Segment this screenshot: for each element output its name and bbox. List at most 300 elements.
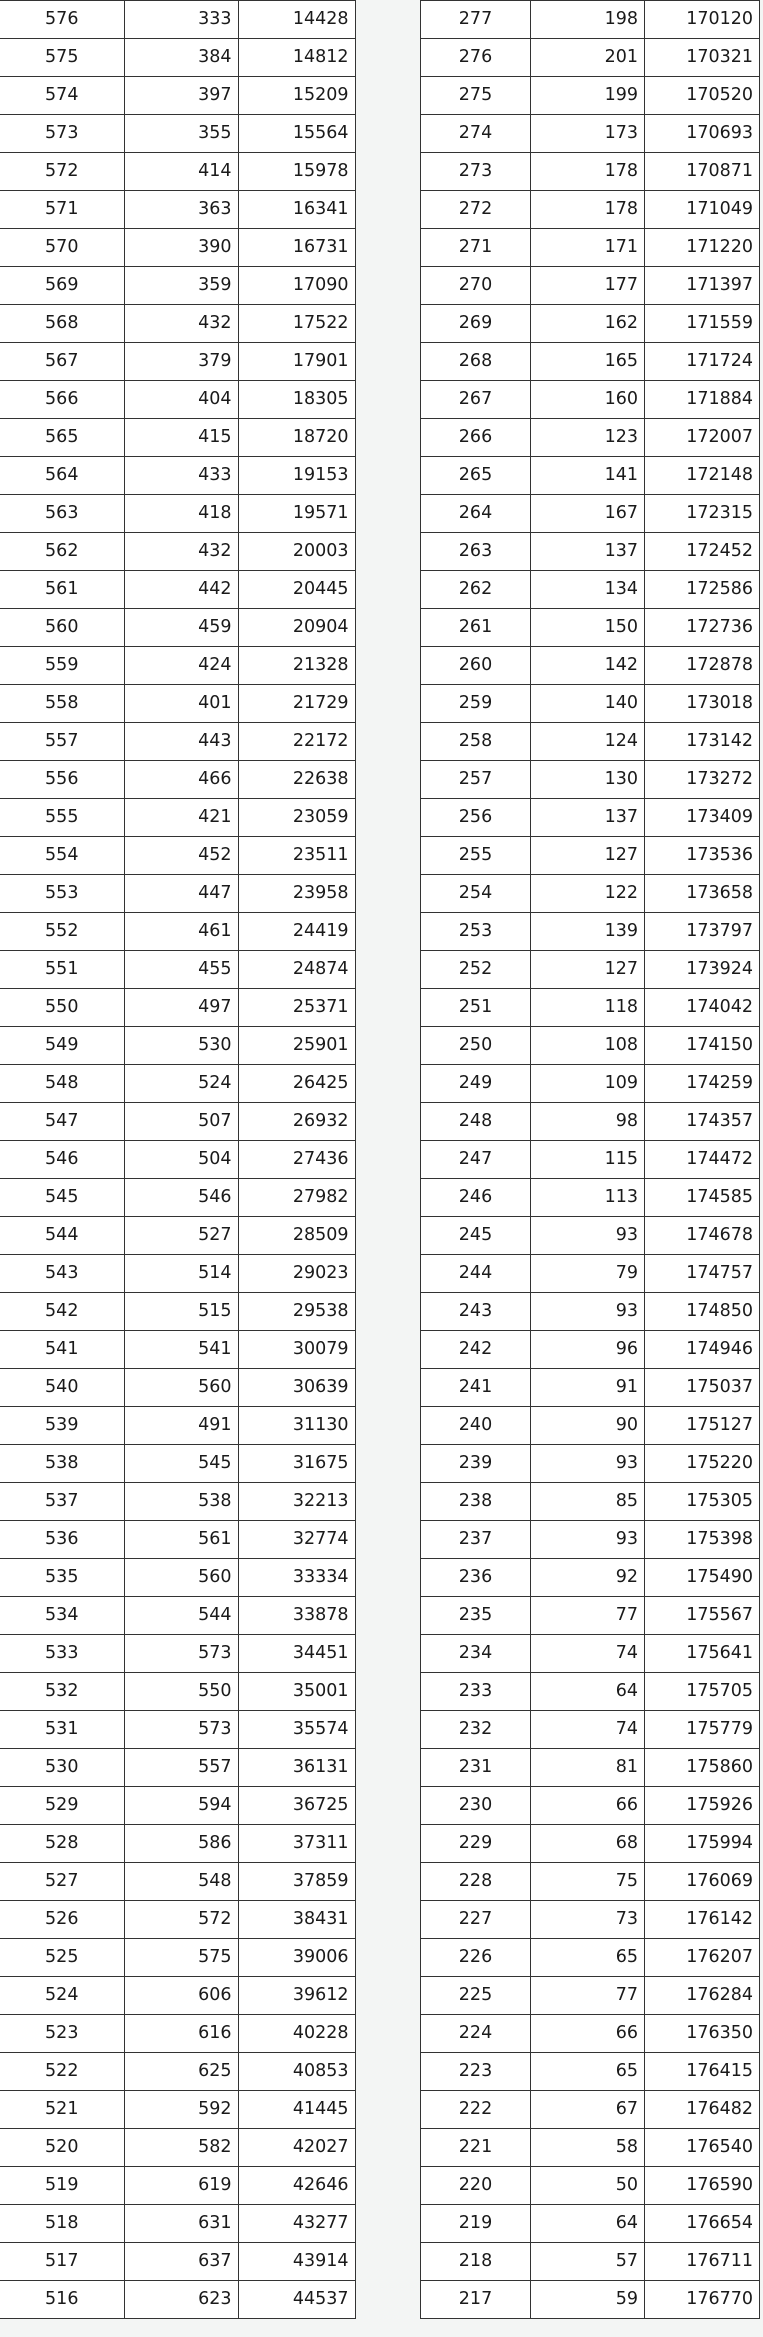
table-row xyxy=(421,989,760,1027)
table-row xyxy=(421,495,760,533)
cumulative-cell: 171559 xyxy=(645,305,760,343)
score-cell: 545 xyxy=(0,1179,124,1217)
count-cell: 90 xyxy=(531,1407,645,1445)
table-row xyxy=(421,2243,760,2281)
cumulative-cell: 176350 xyxy=(645,2015,760,2053)
cumulative-cell: 175705 xyxy=(645,1673,760,1711)
count-cell: 461 xyxy=(124,913,238,951)
table-row xyxy=(421,2053,760,2091)
cumulative-cell: 16731 xyxy=(238,229,355,267)
score-cell: 221 xyxy=(421,2129,531,2167)
table-row xyxy=(421,761,760,799)
score-cell: 225 xyxy=(421,1977,531,2015)
count-cell: 122 xyxy=(531,875,645,913)
cumulative-cell: 32213 xyxy=(238,1483,355,1521)
score-cell: 229 xyxy=(421,1825,531,1863)
score-cell: 523 xyxy=(0,2015,124,2053)
cumulative-cell: 22172 xyxy=(238,723,355,761)
table-row xyxy=(0,77,355,115)
table-row xyxy=(0,989,355,1027)
count-cell: 173 xyxy=(531,115,645,153)
table-row xyxy=(421,875,760,913)
table-row xyxy=(421,1977,760,2015)
count-cell: 127 xyxy=(531,837,645,875)
table-row xyxy=(421,267,760,305)
score-cell: 519 xyxy=(0,2167,124,2205)
score-cell: 516 xyxy=(0,2281,124,2319)
table-row xyxy=(0,875,355,913)
score-cell: 568 xyxy=(0,305,124,343)
cumulative-cell: 176590 xyxy=(645,2167,760,2205)
table-row xyxy=(421,1065,760,1103)
cumulative-cell: 175220 xyxy=(645,1445,760,1483)
count-cell: 466 xyxy=(124,761,238,799)
count-cell: 127 xyxy=(531,951,645,989)
count-cell: 443 xyxy=(124,723,238,761)
count-cell: 66 xyxy=(531,2015,645,2053)
table-row xyxy=(0,1825,355,1863)
count-cell: 515 xyxy=(124,1293,238,1331)
table-row xyxy=(0,2167,355,2205)
count-cell: 67 xyxy=(531,2091,645,2129)
count-cell: 64 xyxy=(531,2205,645,2243)
table-row xyxy=(421,457,760,495)
count-cell: 447 xyxy=(124,875,238,913)
count-cell: 79 xyxy=(531,1255,645,1293)
cumulative-cell: 175926 xyxy=(645,1787,760,1825)
cumulative-cell: 35574 xyxy=(238,1711,355,1749)
count-cell: 108 xyxy=(531,1027,645,1065)
table-row xyxy=(421,1635,760,1673)
table-row xyxy=(421,229,760,267)
count-cell: 165 xyxy=(531,343,645,381)
cumulative-cell: 173924 xyxy=(645,951,760,989)
table-row xyxy=(421,1407,760,1445)
cumulative-cell: 31130 xyxy=(238,1407,355,1445)
count-cell: 85 xyxy=(531,1483,645,1521)
cumulative-cell: 26425 xyxy=(238,1065,355,1103)
count-cell: 130 xyxy=(531,761,645,799)
count-cell: 137 xyxy=(531,533,645,571)
cumulative-cell: 15978 xyxy=(238,153,355,191)
count-cell: 527 xyxy=(124,1217,238,1255)
count-cell: 550 xyxy=(124,1673,238,1711)
table-row xyxy=(421,381,760,419)
cumulative-cell: 172586 xyxy=(645,571,760,609)
score-table-right-body xyxy=(421,1,760,2319)
count-cell: 74 xyxy=(531,1635,645,1673)
score-cell: 567 xyxy=(0,343,124,381)
table-row xyxy=(0,1027,355,1065)
score-cell: 270 xyxy=(421,267,531,305)
table-row xyxy=(421,2091,760,2129)
score-cell: 572 xyxy=(0,153,124,191)
count-cell: 93 xyxy=(531,1521,645,1559)
table-row xyxy=(0,1179,355,1217)
score-cell: 564 xyxy=(0,457,124,495)
score-cell: 553 xyxy=(0,875,124,913)
cumulative-cell: 33334 xyxy=(238,1559,355,1597)
table-row xyxy=(421,1331,760,1369)
table-row xyxy=(0,381,355,419)
table-row xyxy=(0,1977,355,2015)
score-cell: 251 xyxy=(421,989,531,1027)
score-cell: 222 xyxy=(421,2091,531,2129)
table-row xyxy=(421,1027,760,1065)
score-cell: 573 xyxy=(0,115,124,153)
cumulative-cell: 174946 xyxy=(645,1331,760,1369)
cumulative-cell: 40853 xyxy=(238,2053,355,2091)
count-cell: 390 xyxy=(124,229,238,267)
count-cell: 68 xyxy=(531,1825,645,1863)
score-cell: 552 xyxy=(0,913,124,951)
table-row xyxy=(421,1711,760,1749)
score-cell: 239 xyxy=(421,1445,531,1483)
cumulative-cell: 22638 xyxy=(238,761,355,799)
count-cell: 74 xyxy=(531,1711,645,1749)
score-cell: 275 xyxy=(421,77,531,115)
count-cell: 524 xyxy=(124,1065,238,1103)
table-row xyxy=(421,685,760,723)
cumulative-cell: 176207 xyxy=(645,1939,760,1977)
cumulative-cell: 171049 xyxy=(645,191,760,229)
count-cell: 96 xyxy=(531,1331,645,1369)
table-row xyxy=(421,2281,760,2319)
cumulative-cell: 173272 xyxy=(645,761,760,799)
count-cell: 424 xyxy=(124,647,238,685)
table-row xyxy=(421,1749,760,1787)
score-cell: 271 xyxy=(421,229,531,267)
score-cell: 543 xyxy=(0,1255,124,1293)
table-row xyxy=(0,2243,355,2281)
count-cell: 59 xyxy=(531,2281,645,2319)
cumulative-cell: 176142 xyxy=(645,1901,760,1939)
score-cell: 549 xyxy=(0,1027,124,1065)
count-cell: 139 xyxy=(531,913,645,951)
table-row xyxy=(421,1939,760,1977)
table-row xyxy=(0,1483,355,1521)
cumulative-cell: 35001 xyxy=(238,1673,355,1711)
cumulative-cell: 170321 xyxy=(645,39,760,77)
table-row xyxy=(0,1293,355,1331)
score-cell: 236 xyxy=(421,1559,531,1597)
score-cell: 550 xyxy=(0,989,124,1027)
cumulative-cell: 174678 xyxy=(645,1217,760,1255)
cumulative-cell: 176069 xyxy=(645,1863,760,1901)
table-row xyxy=(0,1217,355,1255)
count-cell: 141 xyxy=(531,457,645,495)
score-cell: 238 xyxy=(421,1483,531,1521)
table-row xyxy=(0,267,355,305)
score-cell: 541 xyxy=(0,1331,124,1369)
cumulative-cell: 33878 xyxy=(238,1597,355,1635)
table-row xyxy=(421,1483,760,1521)
count-cell: 432 xyxy=(124,305,238,343)
cumulative-cell: 172007 xyxy=(645,419,760,457)
cumulative-cell: 29023 xyxy=(238,1255,355,1293)
table-row xyxy=(421,1521,760,1559)
count-cell: 65 xyxy=(531,2053,645,2091)
cumulative-cell: 176482 xyxy=(645,2091,760,2129)
cumulative-cell: 24419 xyxy=(238,913,355,951)
count-cell: 333 xyxy=(124,1,238,39)
score-cell: 217 xyxy=(421,2281,531,2319)
cumulative-cell: 173142 xyxy=(645,723,760,761)
score-cell: 566 xyxy=(0,381,124,419)
table-row xyxy=(421,2167,760,2205)
score-cell: 233 xyxy=(421,1673,531,1711)
count-cell: 414 xyxy=(124,153,238,191)
table-row xyxy=(0,647,355,685)
table-row xyxy=(421,153,760,191)
table-row xyxy=(0,1407,355,1445)
cumulative-cell: 175037 xyxy=(645,1369,760,1407)
cumulative-cell: 28509 xyxy=(238,1217,355,1255)
count-cell: 504 xyxy=(124,1141,238,1179)
table-row xyxy=(0,685,355,723)
score-cell: 534 xyxy=(0,1597,124,1635)
count-cell: 92 xyxy=(531,1559,645,1597)
table-row xyxy=(421,1787,760,1825)
table-row xyxy=(0,2053,355,2091)
table-row xyxy=(421,1179,760,1217)
score-cell: 540 xyxy=(0,1369,124,1407)
count-cell: 384 xyxy=(124,39,238,77)
count-cell: 75 xyxy=(531,1863,645,1901)
cumulative-cell: 170871 xyxy=(645,153,760,191)
cumulative-cell: 25901 xyxy=(238,1027,355,1065)
cumulative-cell: 174585 xyxy=(645,1179,760,1217)
cumulative-cell: 175305 xyxy=(645,1483,760,1521)
cumulative-cell: 176770 xyxy=(645,2281,760,2319)
table-row xyxy=(0,1787,355,1825)
table-row xyxy=(421,951,760,989)
cumulative-cell: 27436 xyxy=(238,1141,355,1179)
cumulative-cell: 20904 xyxy=(238,609,355,647)
table-row xyxy=(421,1863,760,1901)
score-cell: 533 xyxy=(0,1635,124,1673)
score-cell: 219 xyxy=(421,2205,531,2243)
score-cell: 245 xyxy=(421,1217,531,1255)
count-cell: 432 xyxy=(124,533,238,571)
score-cell: 535 xyxy=(0,1559,124,1597)
cumulative-cell: 26932 xyxy=(238,1103,355,1141)
table-row xyxy=(421,1293,760,1331)
table-row xyxy=(421,533,760,571)
cumulative-cell: 172148 xyxy=(645,457,760,495)
score-cell: 235 xyxy=(421,1597,531,1635)
score-cell: 571 xyxy=(0,191,124,229)
cumulative-cell: 175127 xyxy=(645,1407,760,1445)
score-cell: 527 xyxy=(0,1863,124,1901)
score-cell: 263 xyxy=(421,533,531,571)
cumulative-cell: 174757 xyxy=(645,1255,760,1293)
table-row xyxy=(421,2129,760,2167)
table-row xyxy=(0,2205,355,2243)
table-row xyxy=(0,1939,355,1977)
count-cell: 66 xyxy=(531,1787,645,1825)
cumulative-cell: 36725 xyxy=(238,1787,355,1825)
score-cell: 518 xyxy=(0,2205,124,2243)
score-cell: 220 xyxy=(421,2167,531,2205)
score-cell: 249 xyxy=(421,1065,531,1103)
score-cell: 262 xyxy=(421,571,531,609)
score-cell: 252 xyxy=(421,951,531,989)
table-row xyxy=(0,1369,355,1407)
count-cell: 592 xyxy=(124,2091,238,2129)
score-cell: 226 xyxy=(421,1939,531,1977)
score-cell: 524 xyxy=(0,1977,124,2015)
cumulative-cell: 39612 xyxy=(238,1977,355,2015)
table-row xyxy=(421,799,760,837)
table-row xyxy=(421,647,760,685)
score-cell: 218 xyxy=(421,2243,531,2281)
cumulative-cell: 16341 xyxy=(238,191,355,229)
count-cell: 201 xyxy=(531,39,645,77)
cumulative-cell: 14812 xyxy=(238,39,355,77)
count-cell: 442 xyxy=(124,571,238,609)
cumulative-cell: 14428 xyxy=(238,1,355,39)
count-cell: 134 xyxy=(531,571,645,609)
cumulative-cell: 39006 xyxy=(238,1939,355,1977)
cumulative-cell: 175779 xyxy=(645,1711,760,1749)
score-cell: 559 xyxy=(0,647,124,685)
count-cell: 77 xyxy=(531,1597,645,1635)
count-cell: 58 xyxy=(531,2129,645,2167)
count-cell: 418 xyxy=(124,495,238,533)
score-cell: 255 xyxy=(421,837,531,875)
table-row xyxy=(421,2205,760,2243)
count-cell: 177 xyxy=(531,267,645,305)
cumulative-cell: 38431 xyxy=(238,1901,355,1939)
cumulative-cell: 21328 xyxy=(238,647,355,685)
cumulative-cell: 176711 xyxy=(645,2243,760,2281)
score-cell: 248 xyxy=(421,1103,531,1141)
score-cell: 529 xyxy=(0,1787,124,1825)
score-cell: 230 xyxy=(421,1787,531,1825)
count-cell: 363 xyxy=(124,191,238,229)
count-cell: 73 xyxy=(531,1901,645,1939)
cumulative-cell: 170693 xyxy=(645,115,760,153)
cumulative-cell: 175567 xyxy=(645,1597,760,1635)
cumulative-cell: 15564 xyxy=(238,115,355,153)
score-cell: 569 xyxy=(0,267,124,305)
count-cell: 557 xyxy=(124,1749,238,1787)
table-row xyxy=(421,609,760,647)
table-row xyxy=(0,1749,355,1787)
score-cell: 563 xyxy=(0,495,124,533)
cumulative-cell: 172452 xyxy=(645,533,760,571)
count-cell: 118 xyxy=(531,989,645,1027)
count-cell: 623 xyxy=(124,2281,238,2319)
count-cell: 162 xyxy=(531,305,645,343)
cumulative-cell: 40228 xyxy=(238,2015,355,2053)
count-cell: 123 xyxy=(531,419,645,457)
cumulative-cell: 172878 xyxy=(645,647,760,685)
cumulative-cell: 176415 xyxy=(645,2053,760,2091)
table-row xyxy=(0,1635,355,1673)
count-cell: 544 xyxy=(124,1597,238,1635)
table-row xyxy=(0,2091,355,2129)
score-cell: 254 xyxy=(421,875,531,913)
count-cell: 541 xyxy=(124,1331,238,1369)
cumulative-cell: 173658 xyxy=(645,875,760,913)
cumulative-cell: 19153 xyxy=(238,457,355,495)
cumulative-cell: 27982 xyxy=(238,1179,355,1217)
cumulative-cell: 17090 xyxy=(238,267,355,305)
score-cell: 224 xyxy=(421,2015,531,2053)
cumulative-cell: 42646 xyxy=(238,2167,355,2205)
table-row xyxy=(0,1711,355,1749)
cumulative-cell: 42027 xyxy=(238,2129,355,2167)
count-cell: 93 xyxy=(531,1217,645,1255)
count-cell: 115 xyxy=(531,1141,645,1179)
score-cell: 528 xyxy=(0,1825,124,1863)
count-cell: 459 xyxy=(124,609,238,647)
score-cell: 265 xyxy=(421,457,531,495)
score-cell: 531 xyxy=(0,1711,124,1749)
score-table-left-body xyxy=(0,1,355,2319)
count-cell: 625 xyxy=(124,2053,238,2091)
score-cell: 258 xyxy=(421,723,531,761)
score-cell: 575 xyxy=(0,39,124,77)
count-cell: 178 xyxy=(531,153,645,191)
cumulative-cell: 23958 xyxy=(238,875,355,913)
table-row xyxy=(421,1369,760,1407)
cumulative-cell: 170120 xyxy=(645,1,760,39)
count-cell: 50 xyxy=(531,2167,645,2205)
count-cell: 491 xyxy=(124,1407,238,1445)
table-row xyxy=(0,191,355,229)
count-cell: 433 xyxy=(124,457,238,495)
table-row xyxy=(421,1559,760,1597)
table-row xyxy=(0,229,355,267)
cumulative-cell: 25371 xyxy=(238,989,355,1027)
score-cell: 241 xyxy=(421,1369,531,1407)
score-cell: 561 xyxy=(0,571,124,609)
cumulative-cell: 15209 xyxy=(238,77,355,115)
cumulative-cell: 171397 xyxy=(645,267,760,305)
cumulative-cell: 18305 xyxy=(238,381,355,419)
score-cell: 538 xyxy=(0,1445,124,1483)
cumulative-cell: 176540 xyxy=(645,2129,760,2167)
cumulative-cell: 37859 xyxy=(238,1863,355,1901)
cumulative-cell: 173797 xyxy=(645,913,760,951)
score-cell: 232 xyxy=(421,1711,531,1749)
table-row xyxy=(0,571,355,609)
cumulative-cell: 34451 xyxy=(238,1635,355,1673)
table-row xyxy=(421,1673,760,1711)
score-cell: 228 xyxy=(421,1863,531,1901)
table-row xyxy=(421,1825,760,1863)
count-cell: 109 xyxy=(531,1065,645,1103)
score-cell: 556 xyxy=(0,761,124,799)
cumulative-cell: 20003 xyxy=(238,533,355,571)
cumulative-cell: 175490 xyxy=(645,1559,760,1597)
count-cell: 573 xyxy=(124,1711,238,1749)
table-row xyxy=(0,1559,355,1597)
cumulative-cell: 23511 xyxy=(238,837,355,875)
score-cell: 570 xyxy=(0,229,124,267)
table-row xyxy=(421,723,760,761)
count-cell: 113 xyxy=(531,1179,645,1217)
count-cell: 167 xyxy=(531,495,645,533)
count-cell: 160 xyxy=(531,381,645,419)
cumulative-cell: 17901 xyxy=(238,343,355,381)
table-row xyxy=(0,2129,355,2167)
count-cell: 594 xyxy=(124,1787,238,1825)
score-cell: 522 xyxy=(0,2053,124,2091)
